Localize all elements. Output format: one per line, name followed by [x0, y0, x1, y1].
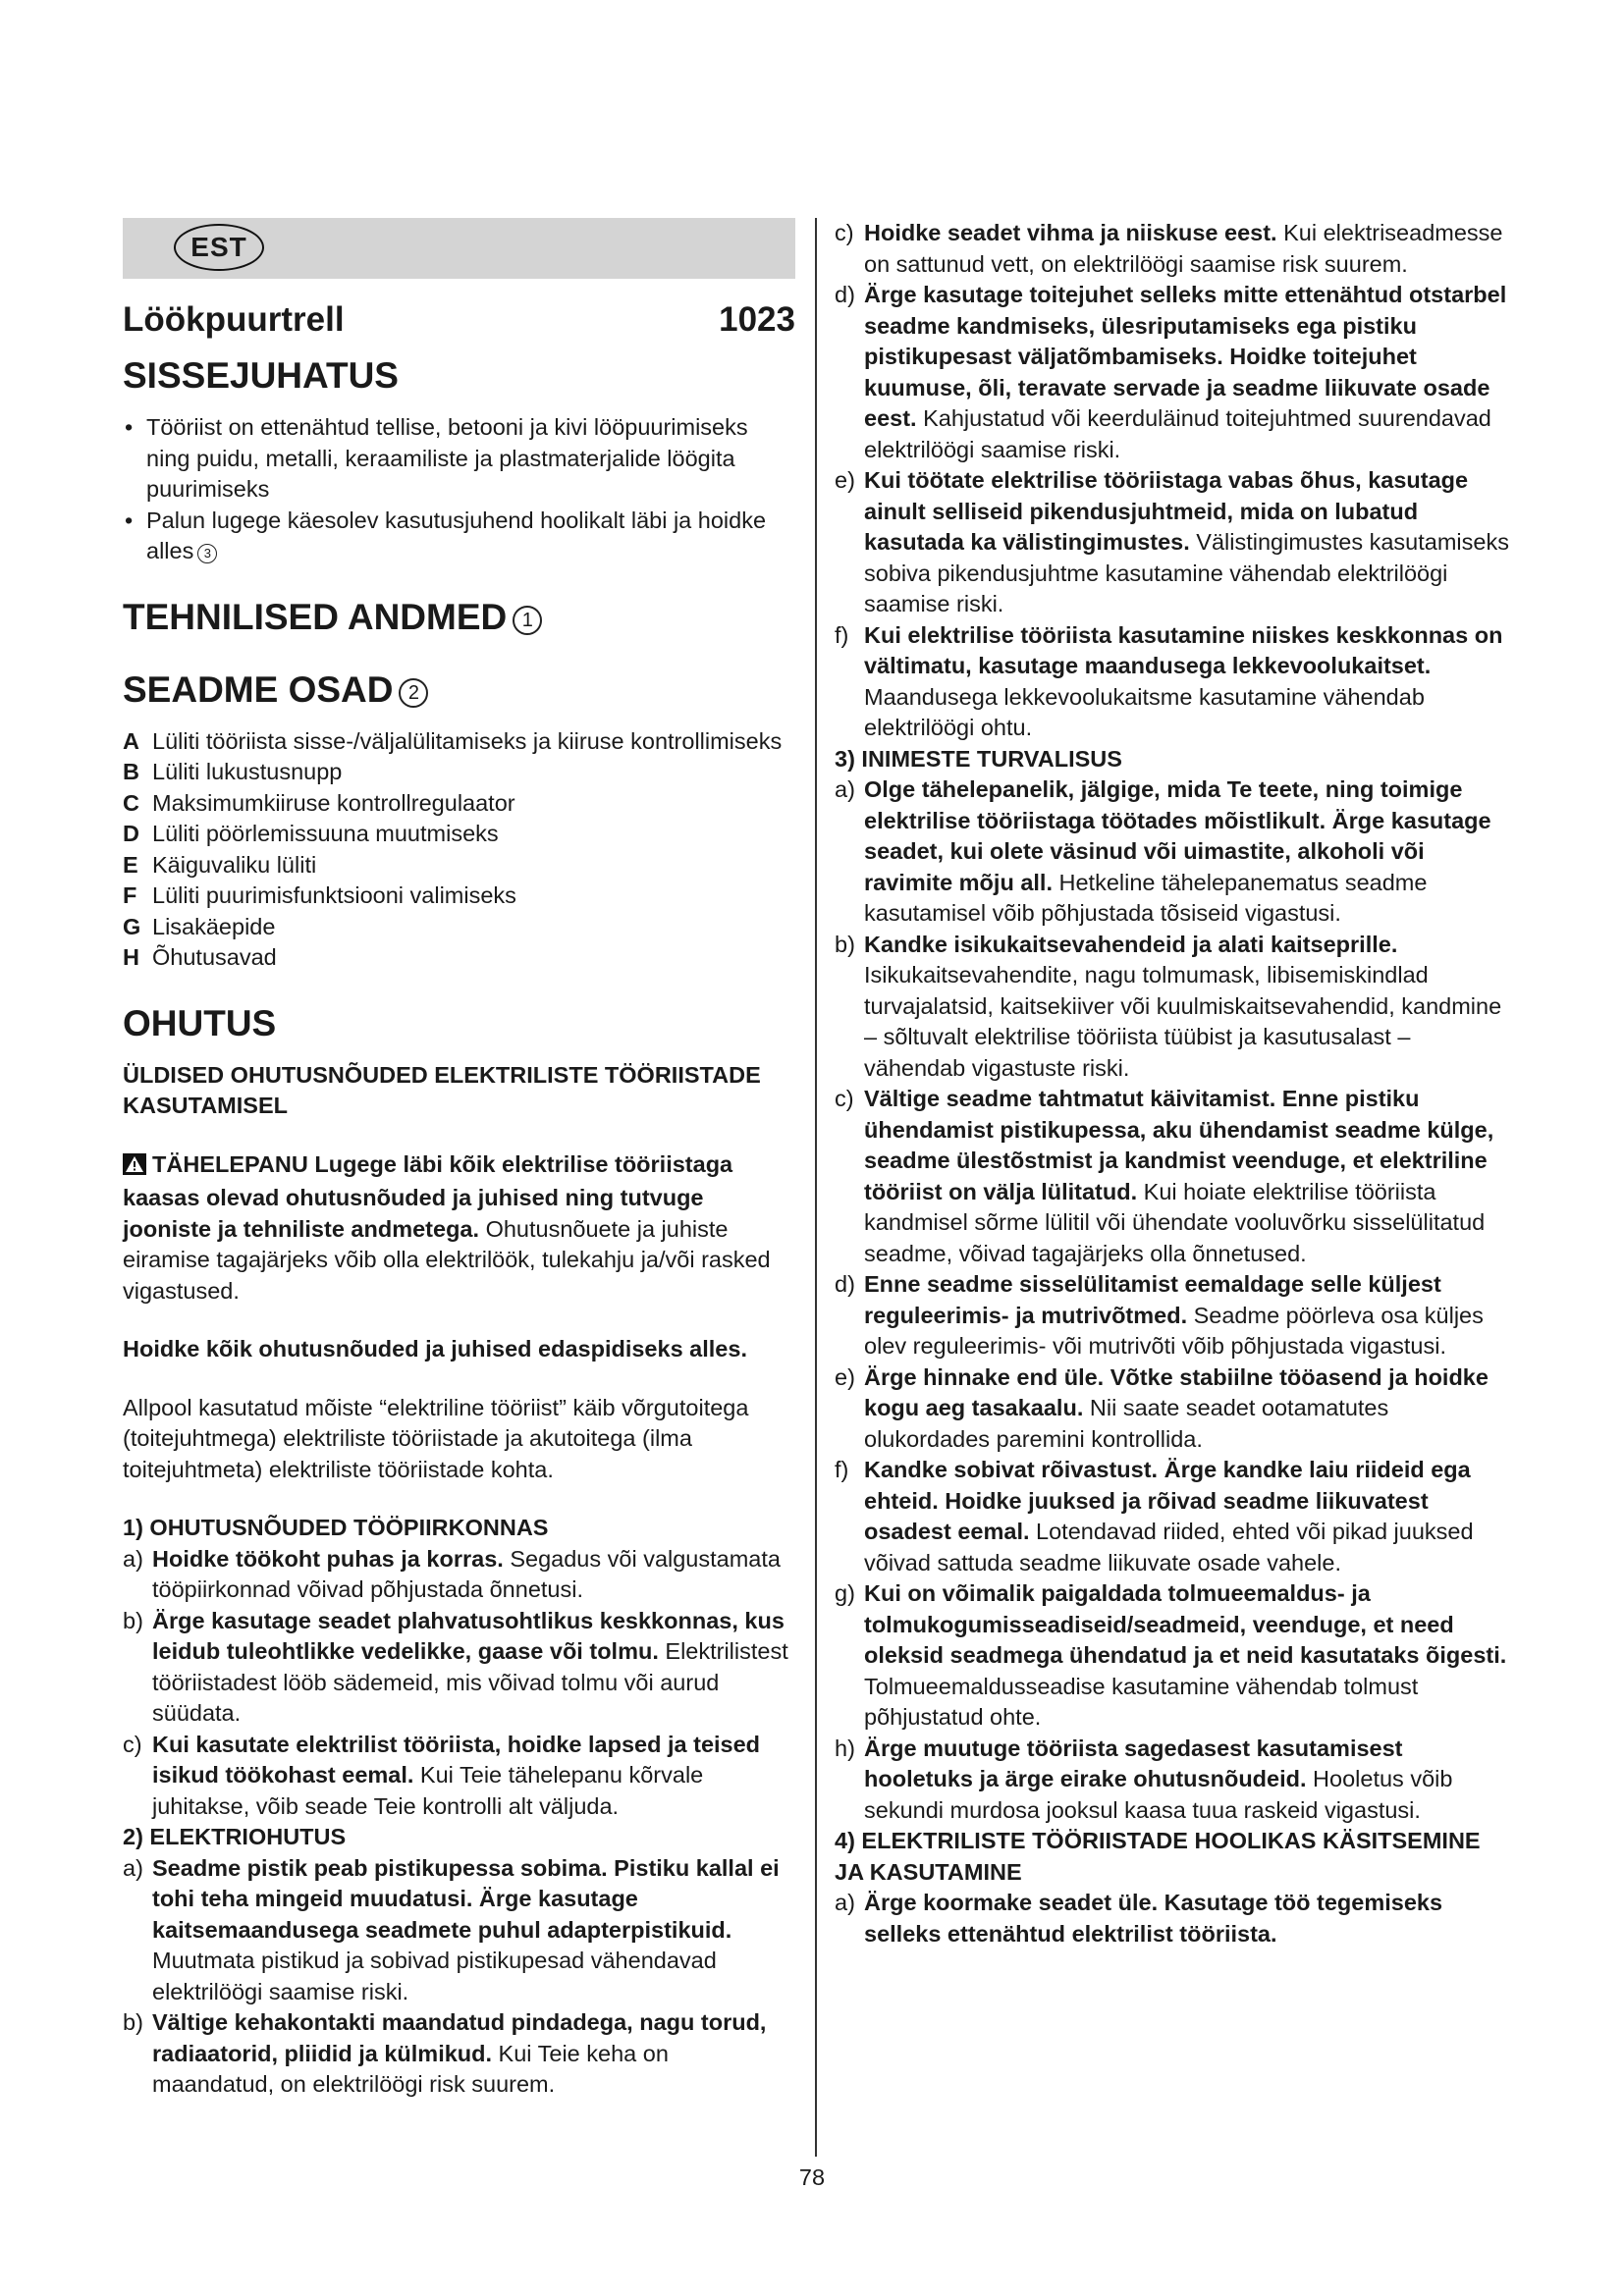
- list-item: A Lüliti tööriista sisse-/väljalülitamiseks ja kiiruse kontrollimiseks: [123, 727, 783, 754]
- section-3-heading: 3) INIMESTE TURVALISUS: [835, 745, 1122, 772]
- list-item: b) Vältige kehakontakti maandatud pindadega, nagu torud, radiaatorid, pliidid ja külmikud. Kui Teie keha on maandatud, on elektrilöögi risk suurem.: [123, 2009, 767, 2097]
- list-item: a) Ärge koormake seadet üle. Kasutage töö tegemiseks selleks ettenähtud elektrilist tööriista.: [835, 1890, 1443, 1947]
- list-item: c) Vältige seadme tahtmatut käivitamist. Enne pistiku ühendamist pistikupessa, aku ühendamist seadme külge, seadme ülestõstmist ja kandmist veenduge, et elektriline tööriist on välja lülitatud. Kui hoiate elektrilise tööriista kandmisel sõrme lülitil või ühendate vooluvõrku sisselülitatud seadme, võivad tagajärjeks olla õnnetused.: [835, 1086, 1494, 1266]
- page-number: 78: [798, 2164, 826, 2190]
- list-item: • Palun lugege käesolev kasutusjuhend hoolikalt läbi ja hoidke alles 3: [123, 506, 795, 567]
- figure-ref-badge: 1: [513, 606, 542, 635]
- list-item: B Lüliti lukustusnupp: [123, 759, 343, 784]
- list-item: a) Hoidke töökoht puhas ja korras. Segadus või valgustamata tööpiirkonnad võivad põhjustada õnnetusi.: [123, 1545, 781, 1602]
- language-bar: [123, 218, 795, 279]
- parts-list: [123, 726, 795, 974]
- list-item: e) Ärge hinnake end üle. Võtke stabiilne tööasend ja hoidke kogu aeg tasakaalu. Nii saate seadet ootamatutes olukordades paremini kontrollida.: [835, 1363, 1489, 1452]
- list-item: d) Enne seadme sisselülitamist eemaldage selle küljest reguleerimis- ja mutrivõtmed. Seadme pöörleva osa küljes olev reguleerimis- või mutrivõti võib põhjustada vigastusi.: [835, 1271, 1484, 1359]
- title-row: [123, 298, 795, 342]
- figure-ref-badge: 2: [399, 678, 428, 708]
- intro-heading: SISSEJUHATUS: [123, 355, 399, 396]
- right-column: [835, 218, 1512, 1949]
- model-number: 1023: [719, 300, 795, 339]
- list-item: e) Kui töötate elektrilise tööriistaga vabas õhus, kasutage ainult selliseid pikendusjuhtmeid, mida on lubatud kasutada ka välistingimustes. Välistingimustes kasutamiseks sobiva pikendusjuhtme kasutamine vähendab elektrilöögi saamise riski.: [835, 467, 1509, 616]
- list-item: H Õhutusavad: [123, 944, 277, 970]
- left-column: [123, 218, 795, 2101]
- figure-ref-badge: 3: [197, 544, 217, 563]
- list-item: G Lisakäepide: [123, 913, 276, 939]
- section-2-heading: 2) ELEKTRIOHUTUS: [123, 1824, 347, 1849]
- list-item: f) Kui elektrilise tööriista kasutamine niiskes keskkonnas on vältimatu, kasutage maandusega lekkevoolukaitset. Maandusega lekkevoolukaitsme kasutamine vähendab elektrilöögi ohtu.: [835, 621, 1503, 740]
- list-item: • Tööriist on ettenähtud tellise, betooni ja kivi lööpuurimiseks ning puidu, metalli, keraamiliste ja plastmaterjalide löögita puurimiseks: [123, 412, 795, 506]
- list-item: b) Ärge kasutage seadet plahvatusohtlikus keskkonnas, kus leidub tuleohtlikke vedelikke, gaase või tolmu. Elektrilistest tööriistadest lööb sädemeid, mis võivad tolmu või aurud süüdata.: [123, 1607, 788, 1726]
- list-item: h) Ärge muutuge tööriista sagedasest kasutamisest hooletuks ja ärge eirake ohutusnõudeid. Hooletus võib sekundi murdosa jooksul kaasa tuua raskeid vigastusi.: [835, 1735, 1453, 1823]
- list-item: F Lüliti puurimisfunktsiooni valimiseks: [123, 882, 516, 908]
- keep-instructions: Hoidke kõik ohutusnõuded ja juhised edaspidiseks alles.: [123, 1336, 747, 1362]
- parts-heading: SEADME OSAD 2: [123, 667, 795, 713]
- safety-heading: OHUTUS: [123, 1002, 277, 1043]
- section-1-heading: 1) OHUTUSNÕUDED TÖÖPIIRKONNAS: [123, 1515, 549, 1540]
- list-item: E Käiguvaliku lüliti: [123, 851, 317, 878]
- list-item: c) Hoidke seadet vihma ja niiskuse eest. Kui elektriseadmesse on sattunud vett, on elektrilöögi saamise risk suurem.: [835, 220, 1503, 277]
- list-item: b) Kandke isikukaitsevahendeid ja alati kaitseprille. Isikukaitsevahendite, nagu tolmumask, libisemiskindlad turvajalatsid, kaitsekiiver või kuulmiskaitsevahendid, kandmine – sõltuvalt elektrilise tööriista tüübist ja kasutusalast – vähendab vigastuste riski.: [835, 931, 1502, 1081]
- list-item: D Lüliti pöörlemissuuna muutmiseks: [123, 821, 499, 846]
- list-item: a) Olge tähelepanelik, jälgige, mida Te teete, ning toimige elektrilise tööriistaga töötades mõistlikult. Ärge kasutage seadet, kui olete väsinud või uimastite, alkoholi või ravimite mõju all. Hetkeline tähelepanematus seadme kasutamisel võib põhjustada tõsiseid vigastusi.: [835, 776, 1491, 926]
- language-badge: EST: [174, 224, 264, 271]
- tech-data-heading: TEHNILISED ANDMED 1: [123, 595, 795, 640]
- list-item: a) Seadme pistik peab pistikupessa sobima. Pistiku kallal ei tohi teha mingeid muudatusi. Ärge kasutage kaitsemaandusega seadmete puhul adapterpistikuid. Muutmata pistikud ja sobivad pistikupesad vähendavad elektrilöögi saamise riski.: [123, 1854, 780, 2004]
- list-item: f) Kandke sobivat rõivastust. Ärge kandke laiu riideid ega ehteid. Hoidke juuksed ja rõivad seadme liikuvatest osadest eemal. Lotendavad riided, ehted või pikad juuksed võivad sattuda seadme liikuvate osade vahele.: [835, 1457, 1474, 1575]
- section-4-heading: 4) ELEKTRILISTE TÖÖRIISTADE HOOLIKAS KÄSITSEMINE JA KASUTAMINE: [835, 1828, 1481, 1885]
- list-item: d) Ärge kasutage toitejuhet selleks mitte ettenähtud otstarbel seadme kandmiseks, ülesriputamiseks ega pistiku pistikupesast väljatõmbamiseks. Hoidke toitejuhet kuumuse, õli, teravate servade ja seadme liikuvate osade eest. Kahjustatud või keerduläinud toitejuhtmed suurendavad elektrilöögi saamise riski.: [835, 282, 1507, 462]
- list-item: C Maksimumkiiruse kontrollregulaator: [123, 789, 515, 816]
- column-divider: [815, 218, 817, 2157]
- warning-icon: [123, 1152, 146, 1184]
- definition-paragraph: Allpool kasutatud mõiste “elektriline tööriist” käib võrgutoitega (toitejuhtmega) elektriliste tööriistade ja akutoitega (ilma toitejuhtmeta) elektriliste tööriistade kohta.: [123, 1394, 749, 1482]
- list-item: c) Kui kasutate elektrilist tööriista, hoidke lapsed ja teised isikud töökohast eemal. Kui Teie tähelepanu kõrvale juhitakse, võib seade Teie kontrolli alt väljuda.: [123, 1731, 761, 1819]
- general-safety-heading: ÜLDISED OHUTUSNÕUDED ELEKTRILISTE TÖÖRIISTADE KASUTAMISEL: [123, 1061, 761, 1118]
- list-item: g) Kui on võimalik paigaldada tolmueemaldus- ja tolmukogumisseadiseid/seadmeid, veenduge, et need oleksid seadmega ühendatud ja et neid kasutataks õigesti. Tolmueemaldusseadise kasutamine vähendab tolmust põhjustatud ohte.: [835, 1580, 1507, 1730]
- product-name: Löökpuurtrell: [123, 300, 345, 339]
- intro-bullets: [123, 412, 795, 567]
- warning-block: TÄHELEPANU Lugege läbi kõik elektrilise tööriistaga kaasas olevad ohutusnõuded ja juhised ning tutvuge jooniste ja tehniliste andmetega. Ohutusnõuete ja juhiste eiramise tagajärjeks võib olla elektrilöök, tulekahju ja/või rasked vigastused.: [123, 1150, 771, 1304]
